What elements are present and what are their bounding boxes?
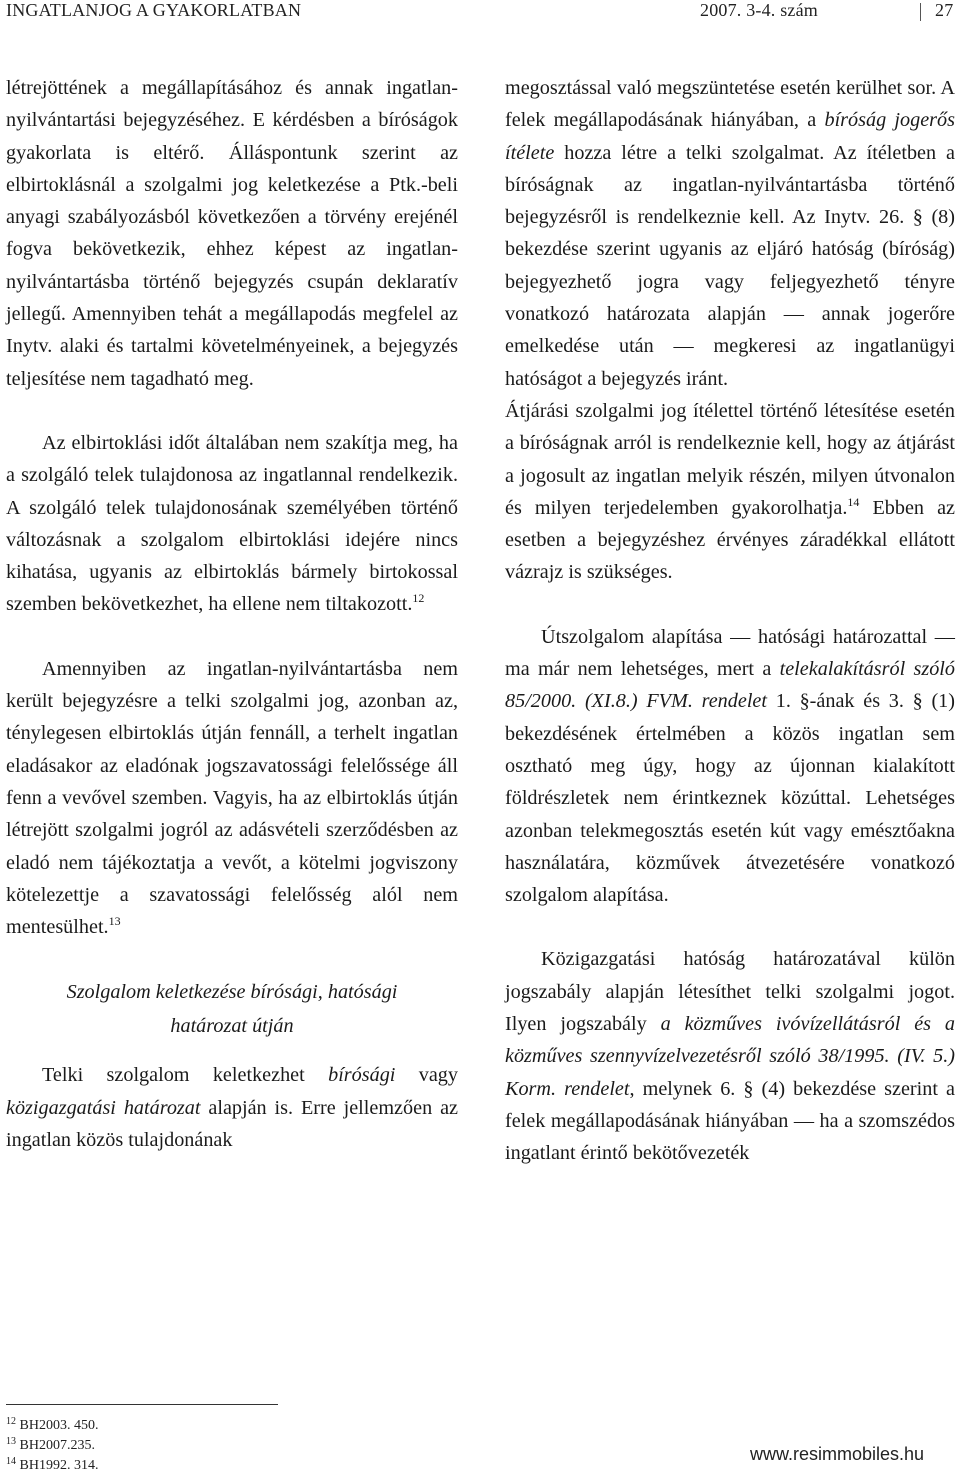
paragraph-atjarasi-szolgalom: Átjárási szolgalmi jog ítélettel történő létesítése esetén a bíróságnak arról is rendelkeznie kell, hogy az átjárást a jogosult az ingatlan melyik részén, milyen útvonalon és milyen terjedelemben gyakorolhatja.$^{14}$ Ebben az esetben a bejegyzéshez érvényes záradékkal ellátott vázrajz is szükséges.	[505, 399, 955, 584]
footnote-ref-14[interactable]: 14	[847, 494, 860, 509]
paragraph-utszolgalom: Útszolgalom alapítása — hatósági határozattal — ma már nem lehetséges, mert a telekalakításról szóló 85/2000. (XI.8.) FVM. rendelet 1. §-ának és 3. § (1) bekezdésének értelmében a közös ingatlan sem osztható meg úgy, hogy az újonnan kialakított földrészletek nem érintkeznek közúttal. Lehetséges azonban telekmegosztás esetén kút vagy emésztőakna használatára, közművek átvezetésére vonatkozó szolgalom alapítása.	[505, 625, 956, 907]
right-column	[505, 72, 955, 1170]
footnote-14: $^{14}$ BH1992. 314.	[6, 1456, 99, 1473]
footnote-12: $^{12}$ BH2003. 450.	[6, 1416, 99, 1433]
left-column	[6, 72, 458, 1156]
footnote-divider	[6, 1404, 278, 1405]
section-heading: Szolgalom keletkezése bírósági, hatósági határozat útján	[66, 981, 398, 1038]
footnotes	[6, 1416, 98, 1476]
page-number: 27	[935, 0, 954, 20]
paragraph-elbirtoklasi-ido: Az elbirtoklási időt általában nem szakítja meg, ha a szolgáló telek tulajdonosa az ingatlannal rendelkezik. A szolgáló telek tulajdonosának személyében történő változásnak a szolgalom elbirtoklási idejére nincs kihatása, ugyanis az elbirtoklás bármely birtokossal szemben bekövetkezhet, ha ellene nem tiltakozott.$^{12}$	[6, 431, 458, 616]
journal-title: INGATLANJOG A GYAKORLATBAN	[6, 0, 302, 20]
paragraph-jogszavatossag: Amennyiben az ingatlan-nyilvántartásba nem került bejegyzésre a telki szolgalmi jog, azonban az, ténylegesen elbirtoklás útján fennáll, a terhelt ingatlan eladásakor az eladónak jogszavatossági felelőssége áll fenn a vevővel szemben. Vagyis, ha az elbirtoklás útján létrejött szolgalmi jogról az adásvételi szerződésben az eladó nem tájékoztatja a vevőt, a kötelmi jogviszony kötelezettje a szavatossági felelősség alól nem mentesülhet.$^{13}$	[6, 657, 458, 939]
footnote-ref-13[interactable]: 13	[108, 914, 121, 929]
paragraph-elbirtoklas: létrejöttének a megállapításához és annak ingatlan-nyilvántartási bejegyzéséhez. E kérdésben a bíróságok gyakorlata is eltérő. Álláspontunk szerint az elbirtoklásnál a szolgalmi jog keletkezése a Ptk.-beli anyagi szabályozásból következően a törvény erejénél fogva bekövetkezik, ehhez képest az ingatlan-nyilvántartásba történő bejegyzés csupán deklaratív jellegű. Amennyiben tehát a megállapodás megfelel az Inytv. alaki és tartalmi követelményeinek, a bejegyzés teljesítése nem tagadható meg.	[6, 77, 458, 390]
page-header	[0, 0, 960, 30]
issue-label: 2007. 3-4. szám	[700, 0, 818, 20]
paragraph-hatarozat: Telki szolgalom keletkezhet bírósági vagy közigazgatási határozat alapján is. Erre jellemzően az ingatlan közös tulajdonának	[6, 1064, 458, 1152]
page-number-divider	[920, 3, 921, 21]
website-url[interactable]: www.resimmobiles.hu	[750, 1444, 925, 1464]
footnote-13: $^{13}$ BH2007.235.	[6, 1436, 95, 1453]
paragraph-megosztas: megosztással való megszüntetése esetén kerülhet sor. A felek megállapodásának hiányában, a bíróság jogerős ítélete hozza létre a telki szolgalmat. Az ítéletben a bíróságnak az ingatlan-nyilvántartásba történő bejegyzésről is rendelkeznie kell. Az Inytv. 26. § (8) bekezdése szerint ugyanis az eljáró hatóság (bíróság) bejegyezhető jogra vagy feljegyezhető tényre vonatkozó határozata alapján — annak jogerőre emelkedése után — megkeresi az ingatlanügyi hatóságot a bejegyzés iránt.	[505, 77, 955, 390]
footnote-ref-12[interactable]: 12	[412, 591, 425, 606]
paragraph-kozigazgatasi-hatosag: Közigazgatási hatóság határozatával külön jogszabály alapján létesíthet telki szolgalmi jogot. Ilyen jogszabály a közműves ivóvízellátásról és a közműves szennyvízelvezetésről szóló 38/1995. (IV. 5.) Korm. rendelet, melynek 6. § (4) bekezdése szerint a felek megállapodásának hiányában — ha a szomszédos ingatlant érintő bekötővezeték	[505, 948, 955, 1165]
